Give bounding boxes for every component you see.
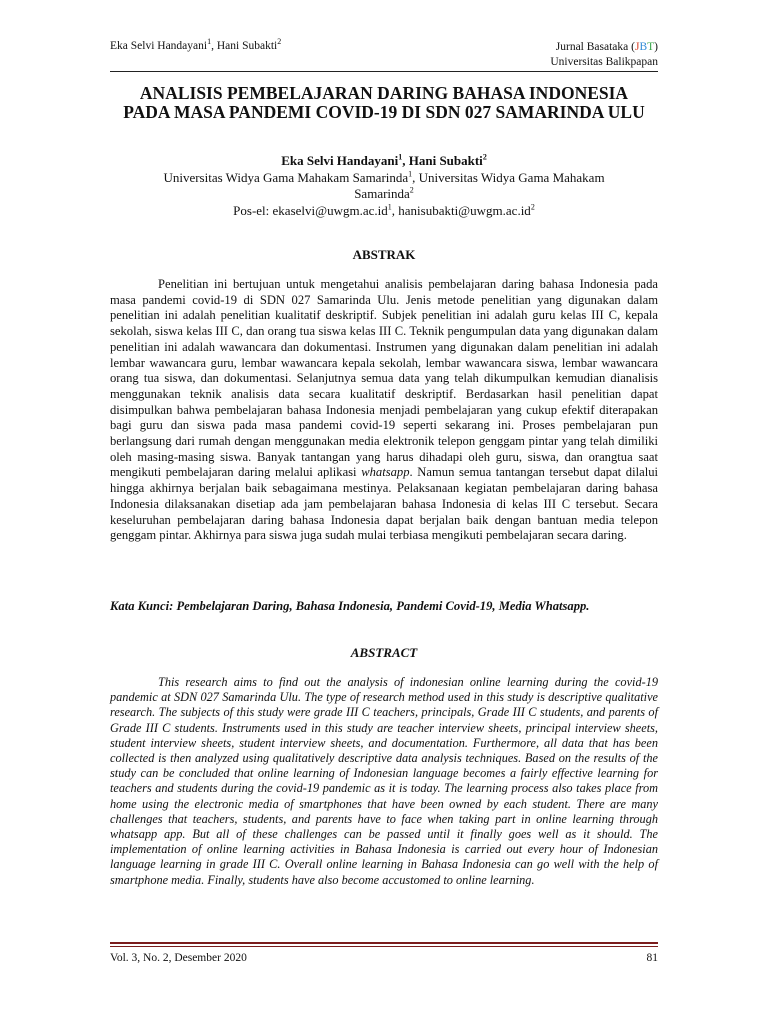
paper-title xyxy=(110,84,658,122)
footer-rule-thick xyxy=(110,942,658,944)
title-line-2: PADA MASA PANDEMI COVID-19 DI SDN 027 SAMARINDA ULU xyxy=(123,102,645,122)
abstrak-italic-term: whatsapp xyxy=(361,465,410,480)
affiliation-1: Universitas Widya Gama Mahakam Samarinda xyxy=(163,169,409,185)
author-name-2: , Hani Subakti xyxy=(402,153,483,168)
title-line-1: ANALISIS PEMBELAJARAN DARING BAHASA INDONESIA xyxy=(139,83,629,103)
abstrak-body xyxy=(110,277,658,544)
affiliation-line-1 xyxy=(110,170,658,187)
author-sup-1: 1 xyxy=(398,152,403,162)
author-names xyxy=(110,153,658,170)
header-sup-2: 2 xyxy=(277,37,282,47)
running-header-journal xyxy=(550,40,658,70)
abstrak-heading: ABSTRAK xyxy=(352,247,416,262)
email-sup-2: 2 xyxy=(530,202,535,212)
footer-rule-thin xyxy=(110,946,658,947)
journal-prefix: Jurnal Basataka ( xyxy=(555,41,635,53)
journal-university: Universitas Balikpapan xyxy=(550,56,658,68)
header-author-1: Eka Selvi Handayani xyxy=(110,40,208,52)
page-number: 81 xyxy=(646,952,658,964)
abstrak-text-1: Penelitian ini bertujuan untuk mengetahui analisis pembelajaran daring bahasa Indonesia pada masa pandemi covid-19 di SDN 027 Samarinda Ulu. Jenis metode penelitian yang digunakan dalam penelitian ini adalah penelitian kualitatif deskriptif. Subjek penelitian ini adalah guru kelas III C, kepala sekolah, siswa kelas III C, dan orang tua siswa kelas III C. Teknik pengumpulan data yang digunakan dalam penelitian ini adalah wawancara dan dokumentasi. Instrumen yang digunakan dalam penelitian ini adalah lembar wawancara guru, lembar wawancara kepala sekolah, lembar wawancara siswa, lembar wawancara orang tua siswa, dan dokumentasi. Selanjutnya semua data yang telah dikumpulkan kemudian dianalisis menggunakan teknik analisis data secara kualitatif deskriptif. Berdasarkan hasil penelitian dapat disimpulkan bahwa pembelajaran bahasa Indonesia menjadi pembelajaran yang cukup efektif diterapakan bagi guru dan siswa pada masa pandemi covid-19 seperti sekarang ini. Proses pembelajaran pun berlangsung dari rumah dengan menggunakan media elektronik telepon genggam pintar yang telah dimiliki oleh masing-masing siswa. Banyak tantangan yang harus dihadapi oleh guru, siswa, dan orangtua saat mengikuti pembelajaran daring melalui aplikasi xyxy=(110,277,658,480)
journal-letter-j: J xyxy=(634,41,640,53)
journal-name xyxy=(550,40,658,55)
journal-suffix: ) xyxy=(654,41,658,53)
email-1: Pos-el: ekaselvi@uwgm.ac.id xyxy=(233,202,388,218)
header-rule xyxy=(110,71,658,72)
running-header-authors xyxy=(110,37,282,52)
abstrak-text-2: . Namun semua tantangan tersebut dapat dilalui hingga akhirnya berjalan baik sebagaimana mestinya. Pelaksanaan kegiatan pembelajaran daring bahasa Indonesia dilaksanakan disetiap ada jam pembelajaran bahasa Indonesia di kelas III C tersebut. Secara keseluruhan pembelajaran daring bahasa Indonesia dapat berjalan baik dengan bantuan media telepon genggam pintar. Akhirnya para siswa juga sudah mulai terbiasa mengikuti pembelajaran secara daring. xyxy=(110,465,658,543)
author-sup-2: 2 xyxy=(482,152,487,162)
journal-letter-t: T xyxy=(647,41,655,53)
keywords: Kata Kunci: Pembelajaran Daring, Bahasa Indonesia, Pandemi Covid-19, Media Whatsapp. xyxy=(110,599,590,613)
footer-volume: Vol. 3, No. 2, Desember 2020 xyxy=(110,952,247,964)
affiliation-sup-1: 1 xyxy=(408,169,413,179)
author-name-1: Eka Selvi Handayani xyxy=(281,153,399,168)
header-sup-1: 1 xyxy=(207,37,212,47)
author-block xyxy=(110,153,658,219)
email-2: , hanisubakti@uwgm.ac.id xyxy=(391,202,531,218)
email-sup-1: 1 xyxy=(387,202,392,212)
journal-letter-b: B xyxy=(639,41,648,53)
header-author-2: , Hani Subakti xyxy=(211,40,278,52)
email-line xyxy=(110,203,658,220)
affiliation-sup-2: 2 xyxy=(409,185,414,195)
abstract-heading: ABSTRACT xyxy=(350,645,418,660)
affiliation-city: Samarinda xyxy=(354,186,410,201)
abstract-body: This research aims to find out the analysis of indonesian online learning during the covid-19 pandemic at SDN 027 Samarinda Ulu. The type of research method used in this study is descriptive qualitative research. The subjects of this study were grade III C teachers, principals, Grade III C students, and parents of Grade III C students. Instruments used in this study are teacher interview sheets, principal interview sheets, student interview sheets, student interview sheets, and documentation. Furthermore, all data that has been collected is then analyzed using qualitatively descriptive data analysis techniques. Based on the results of the study can be concluded that online learning of Indonesian language becomes a fairly effective learning for teachers and students during the covid-19 pandemic as it is today. The learning process also takes place from home using the electronic media of smartphones that have been owned by each student. There are many challenges that teachers, students, and parents have to face when taking part in online learning through whatsapp app. But all of these challenges can be passed until it finally goes well as it should. The implementation of online learning activities in Bahasa Indonesia is carried out every hour of Indonesian language learning in grade III C. Overall online learning in Bahasa Indonesia can go well with the help of smartphone media. Finally, students have also become accustomed to online learning. xyxy=(110,675,658,887)
affiliation-line-2 xyxy=(110,186,658,203)
affiliation-2: , Universitas Widya Gama Mahakam xyxy=(412,169,605,185)
